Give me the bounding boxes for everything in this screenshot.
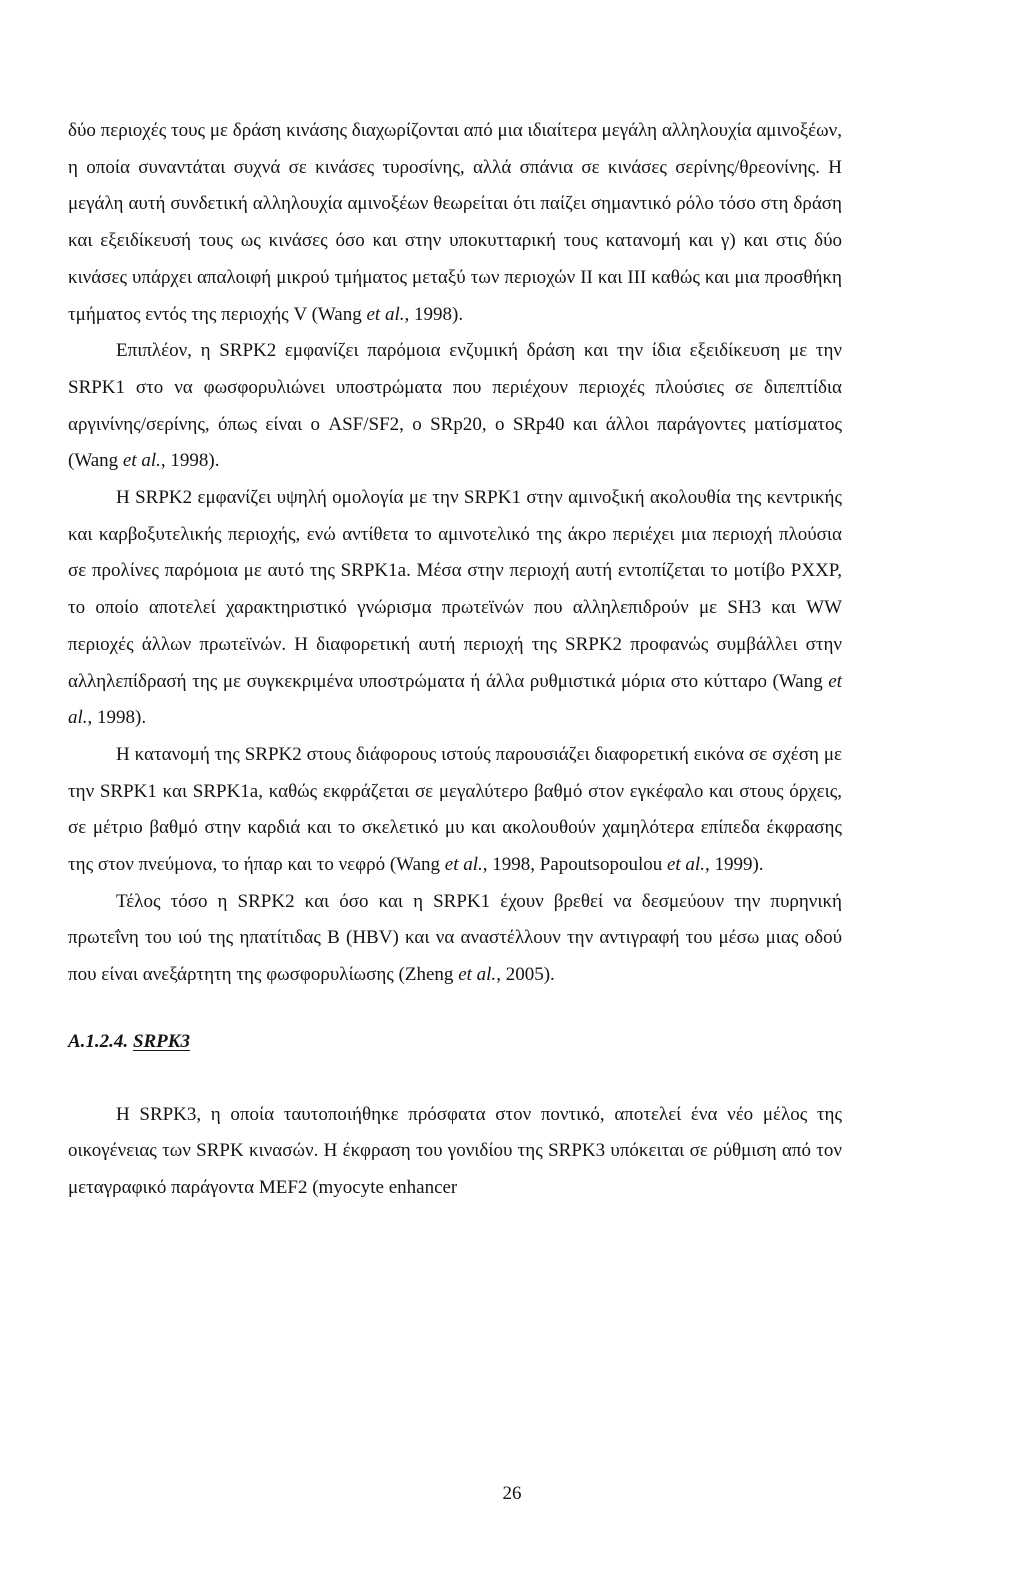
citation-et-al: et al.	[122, 450, 161, 472]
paragraph-2-text: Επιπλέον, η SRPK2 εμφανίζει παρόμοια ενζυμική δράση και την ίδια εξειδίκευση με την SRPK1 στο να φωσφορυλιώνει υποστρώματα που περιέχουν περιοχές πλούσιες σε διπεπτίδια αργινίνης/σερίνης, όπως είναι ο ASF/SF2, ο SRp20, ο SRp40 και άλλοι παράγοντες ματίσματος (Wang	[68, 340, 842, 472]
citation-et-al: et al.	[458, 964, 497, 986]
section-heading	[68, 1024, 842, 1061]
citation-et-al-2: et al.	[666, 854, 705, 876]
citation-year: , 1998).	[404, 303, 464, 325]
citation-et-al: et al.	[68, 670, 842, 729]
paragraph-5-text: Τέλος τόσο η SRPK2 και όσο και η SRPK1 έχουν βρεθεί να δεσμεύουν την πυρηνική πρωτεΐνη του ιού της ηπατίτιδας B (HBV) και να αναστέλλουν την αντιγραφή του μέσω μιας οδού που είναι ανεξάρτητη της φωσφορυλίωσης (Zheng	[68, 890, 842, 986]
citation-year: , 1998).	[87, 707, 147, 729]
citation-year: , 2005).	[496, 964, 555, 986]
paragraph-4	[68, 737, 842, 884]
citation-middle: , 1998, Papoutsopoulou	[482, 854, 667, 876]
citation-year: , 1998).	[160, 450, 220, 472]
paragraph-6	[68, 1097, 842, 1207]
spacer	[68, 994, 842, 1024]
citation-year: , 1999).	[704, 854, 764, 876]
section-title: SRPK3	[132, 1030, 190, 1052]
section-number: A.1.2.4.	[68, 1030, 129, 1052]
paragraph-5	[68, 884, 842, 994]
spacer	[68, 1061, 842, 1097]
page-body	[68, 113, 842, 1207]
paragraph-2	[68, 333, 842, 480]
paragraph-1	[68, 113, 842, 333]
paragraph-6-text: Η SRPK3, η οποία ταυτοποιήθηκε πρόσφατα στον ποντικό, αποτελεί ένα νέο μέλος της οικογένειας των SRPK κινασών. Η έκφραση του γονιδίου της SRPK3 υπόκειται σε ρύθμιση από τον μεταγραφικό παράγοντα MEF2 (myocyte enhancer	[68, 1103, 842, 1198]
citation-et-al: et al.	[444, 854, 483, 876]
paragraph-4-text: Η κατανομή της SRPK2 στους διάφορους ιστούς παρουσιάζει διαφορετική εικόνα σε σχέση με την SRPK1 και SRPK1a, καθώς εκφράζεται σε μεγαλύτερο βαθμό στον εγκέφαλο και στους όρχεις, σε μέτριο βαθμό στην καρδιά και το σκελετικό μυ και ακολουθούν χαμηλότερα επίπεδα έκφρασης της στον πνεύμονα, το ήπαρ και το νεφρό (Wang	[68, 743, 842, 876]
paragraph-3-text: Η SRPK2 εμφανίζει υψηλή ομολογία με την SRPK1 στην αμινοξική ακολουθία της κεντρικής και καρβοξυτελικής περιοχής, ενώ αντίθετα το αμινοτελικό της άκρο περιέχει μια περιοχή πλούσια σε προλίνες παρόμοια με αυτό της SRPK1a. Μέσα στην περιοχή αυτή εντοπίζεται το μοτίβο PXXP, το οποίο αποτελεί χαρακτηριστικό γνώρισμα πρωτεϊνών που αλληλεπιδρούν με SH3 και WW περιοχές άλλων πρωτεϊνών. Η διαφορετική αυτή περιοχή της SRPK2 προφανώς συμβάλλει στην αλληλεπίδρασή της με συγκεκριμένα υποστρώματα ή άλλα ρυθμιστικά μόρια στο κύτταρο (Wang	[68, 487, 842, 692]
paragraph-3	[68, 480, 842, 737]
page-number: 26	[502, 1483, 522, 1504]
paragraph-1-text: δύο περιοχές τους με δράση κινάσης διαχωρίζονται από μια ιδιαίτερα μεγάλη αλληλουχία αμινοξέων, η οποία συναντάται συχνά σε κινάσες τυροσίνης, αλλά σπάνια σε κινάσες σερίνης/θρεονίνης. Η μεγάλη αυτή συνδετική αλληλουχία αμινοξέων θεωρείται ότι παίζει σημαντικό ρόλο τόσο στη δράση και εξειδίκευσή τους ως κινάσες όσο και στην υποκυτταρική τους κατανομή και γ) και στις δύο κινάσες υπάρχει απαλοιφή μικρού τμήματος μεταξύ των περιοχών II και III καθώς και μια προσθήκη τμήματος εντός της περιοχής V (Wang	[68, 120, 842, 325]
citation-et-al: et al.	[366, 303, 405, 325]
